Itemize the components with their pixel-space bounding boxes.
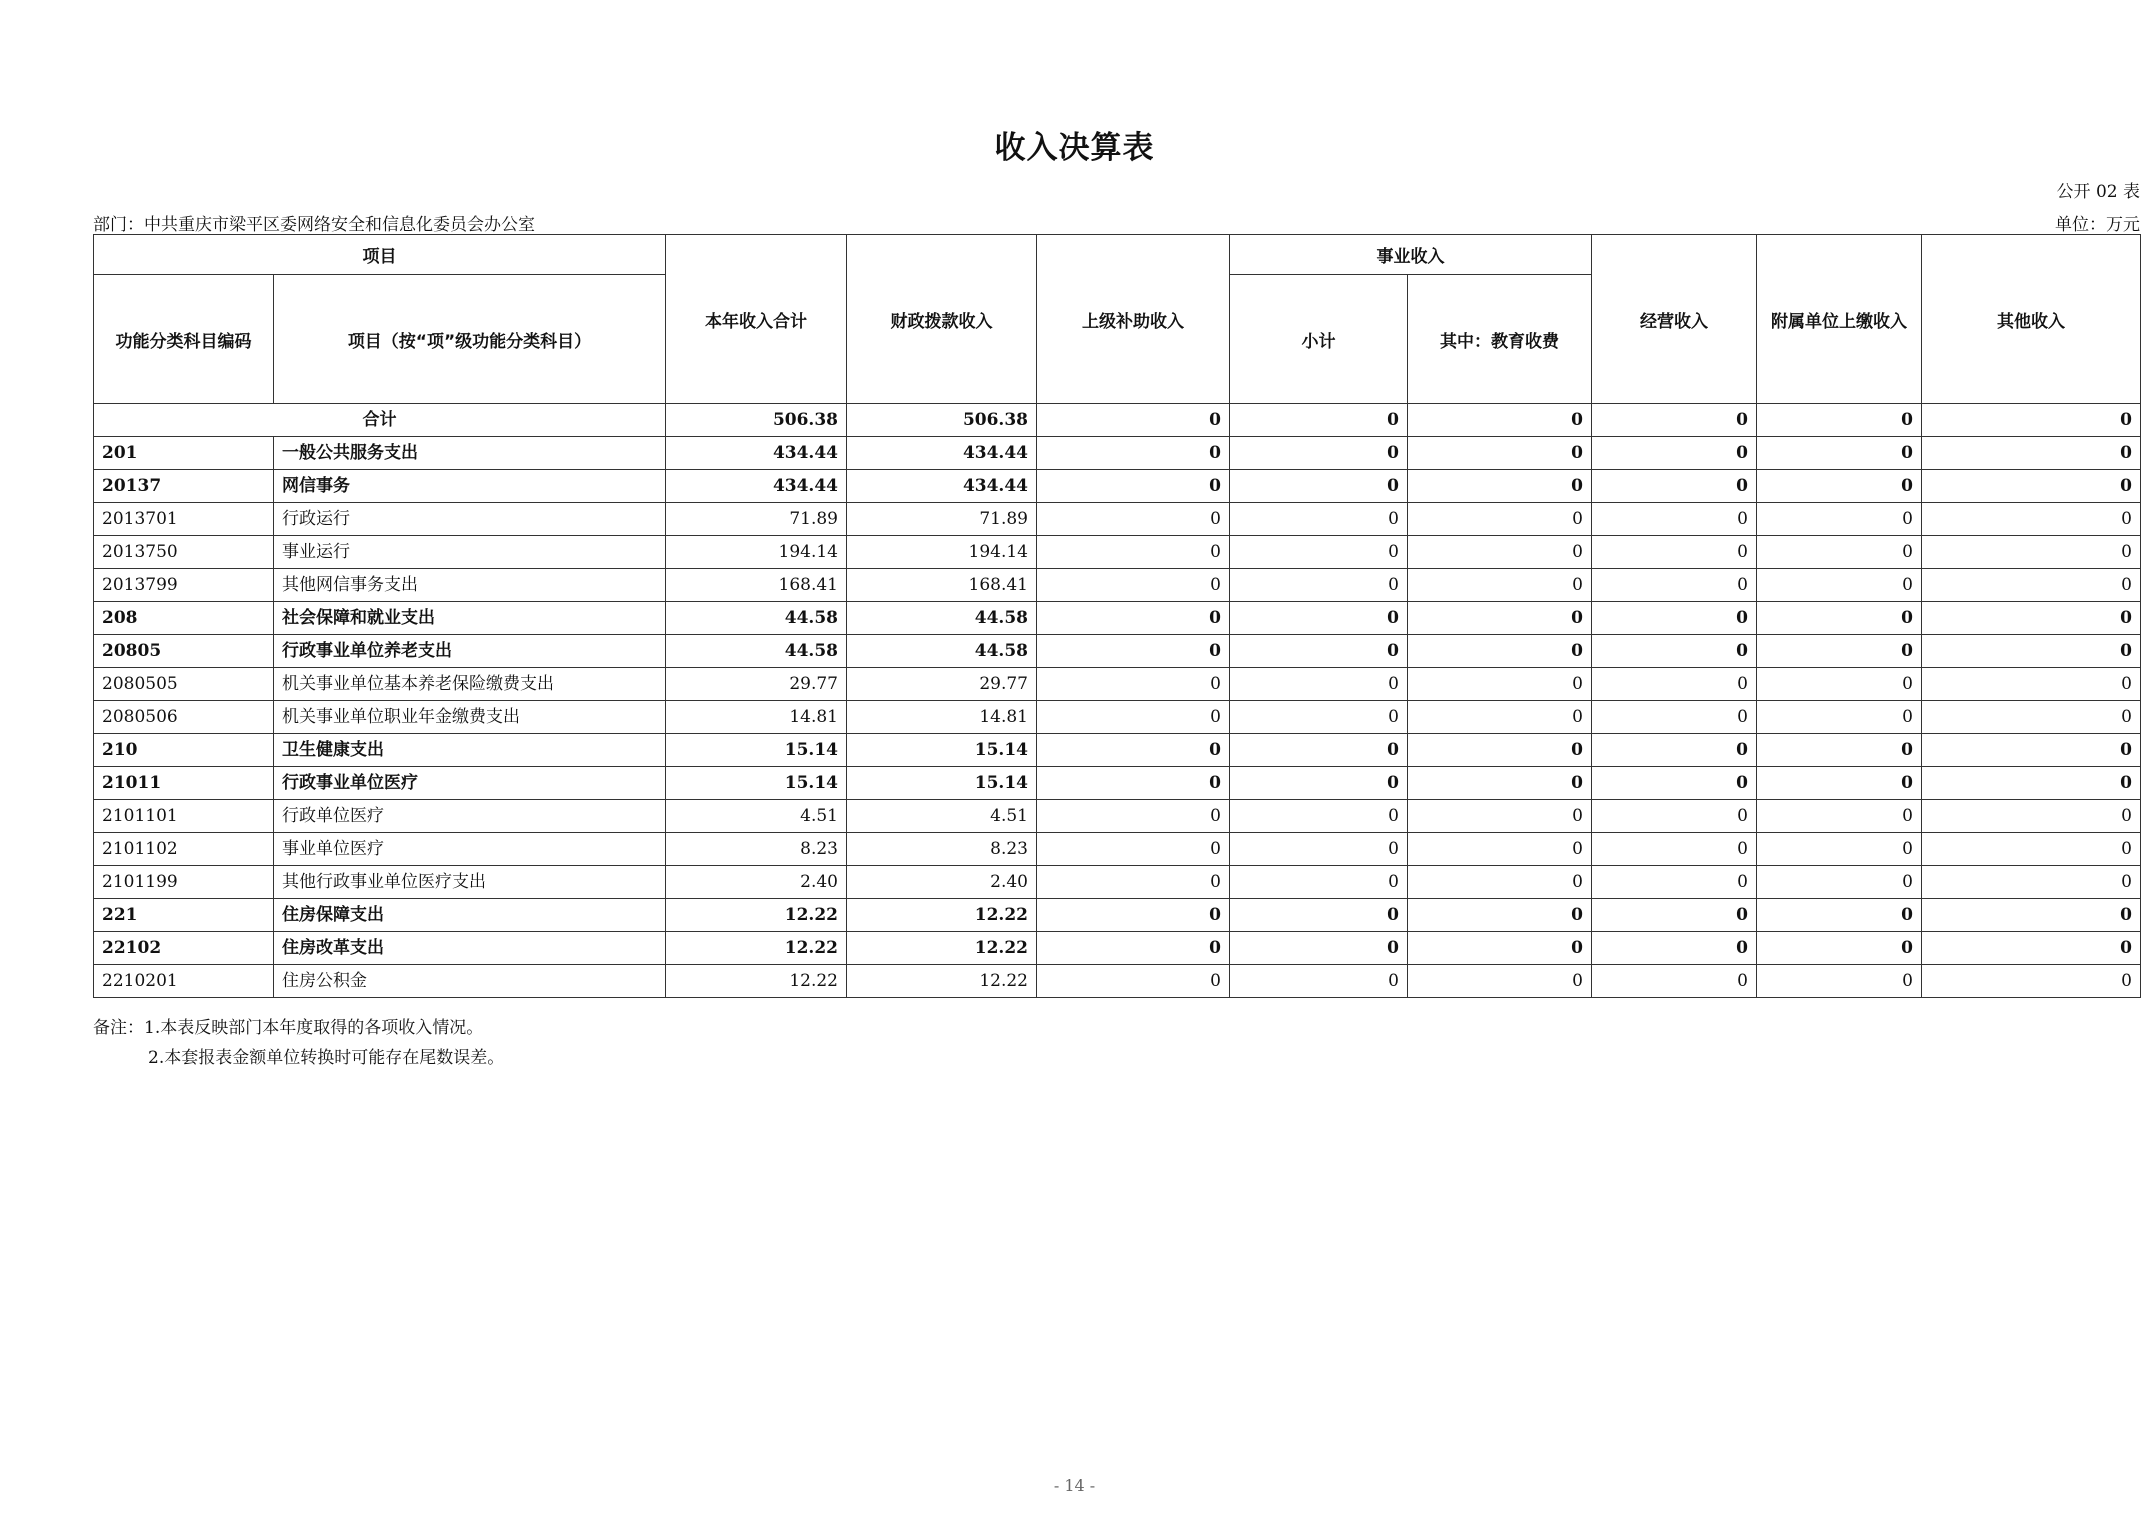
row-value: 0 [1408,470,1592,503]
row-value: 71.89 [666,503,847,536]
row-value: 15.14 [847,767,1037,800]
table-row [94,503,2141,536]
row-code: 2101199 [94,866,274,899]
row-value: 194.14 [666,536,847,569]
row-value: 2.40 [847,866,1037,899]
row-value: 0 [1592,899,1757,932]
row-value: 0 [1230,668,1408,701]
row-name: 住房改革支出 [274,932,666,965]
row-value: 194.14 [847,536,1037,569]
row-value: 0 [1408,866,1592,899]
row-value: 0 [1408,965,1592,998]
table-row [94,767,2141,800]
row-value: 0 [1922,668,2141,701]
row-value: 0 [1592,635,1757,668]
total-row [94,404,2141,437]
row-value: 0 [1408,932,1592,965]
row-value: 0 [1757,437,1922,470]
row-value: 8.23 [847,833,1037,866]
row-value: 0 [1230,767,1408,800]
row-name: 机关事业单位职业年金缴费支出 [274,701,666,734]
row-code: 2013799 [94,569,274,602]
row-value: 0 [1757,536,1922,569]
row-value: 14.81 [666,701,847,734]
row-value: 12.22 [666,899,847,932]
table-row [94,734,2141,767]
row-value: 0 [1230,899,1408,932]
table-row [94,701,2141,734]
row-value: 8.23 [666,833,847,866]
row-name: 住房公积金 [274,965,666,998]
row-value: 0 [1757,602,1922,635]
header-fiscal-income: 财政拨款收入 [847,235,1037,404]
row-value: 0 [1230,800,1408,833]
row-value: 0 [1230,965,1408,998]
row-value: 0 [1757,734,1922,767]
row-value: 0 [1592,569,1757,602]
row-value: 0 [1922,635,2141,668]
row-name: 行政事业单位医疗 [274,767,666,800]
row-value: 0 [1922,701,2141,734]
row-value: 0 [1230,503,1408,536]
row-value: 0 [1757,800,1922,833]
row-value: 0 [1922,569,2141,602]
row-value: 0 [1408,767,1592,800]
row-value: 434.44 [666,470,847,503]
table-row [94,470,2141,503]
total-value: 0 [1592,404,1757,437]
row-value: 0 [1037,536,1230,569]
row-value: 15.14 [847,734,1037,767]
department-label: 部门：中共重庆市梁平区委网络安全和信息化委员会办公室 [93,215,535,235]
header-affiliated-income: 附属单位上缴收入 [1757,235,1922,404]
row-value: 0 [1757,668,1922,701]
header-project-group: 项目 [94,235,666,275]
row-value: 0 [1922,470,2141,503]
row-value: 0 [1592,734,1757,767]
row-value: 0 [1757,932,1922,965]
row-value: 0 [1408,800,1592,833]
row-value: 0 [1408,536,1592,569]
header-education-fee: 其中：教育收费 [1408,275,1592,404]
row-code: 210 [94,734,274,767]
row-value: 0 [1592,470,1757,503]
row-value: 0 [1592,965,1757,998]
row-value: 0 [1592,668,1757,701]
row-code: 201 [94,437,274,470]
table-row [94,866,2141,899]
row-value: 0 [1592,536,1757,569]
header-subtotal: 小计 [1230,275,1408,404]
row-value: 0 [1408,701,1592,734]
row-value: 4.51 [666,800,847,833]
row-value: 0 [1922,965,2141,998]
row-value: 44.58 [666,635,847,668]
row-value: 0 [1922,734,2141,767]
row-value: 0 [1592,437,1757,470]
row-value: 0 [1230,602,1408,635]
row-code: 208 [94,602,274,635]
row-value: 0 [1037,569,1230,602]
row-value: 0 [1037,800,1230,833]
total-value: 0 [1757,404,1922,437]
header-superior-subsidy: 上级补助收入 [1037,235,1230,404]
total-value: 506.38 [666,404,847,437]
row-name: 卫生健康支出 [274,734,666,767]
row-name: 事业单位医疗 [274,833,666,866]
row-code: 2080505 [94,668,274,701]
row-value: 0 [1757,701,1922,734]
table-row [94,536,2141,569]
row-value: 12.22 [847,899,1037,932]
row-value: 0 [1037,701,1230,734]
row-value: 0 [1037,503,1230,536]
row-name: 网信事务 [274,470,666,503]
row-name: 其他网信事务支出 [274,569,666,602]
row-value: 0 [1408,569,1592,602]
row-code: 221 [94,899,274,932]
row-code: 2101101 [94,800,274,833]
row-value: 0 [1037,668,1230,701]
row-value: 0 [1037,899,1230,932]
row-value: 0 [1037,965,1230,998]
table-number: 公开 02 表 [2056,182,2140,202]
row-code: 21011 [94,767,274,800]
row-name: 行政事业单位养老支出 [274,635,666,668]
table-row [94,437,2141,470]
row-code: 20137 [94,470,274,503]
row-value: 0 [1230,932,1408,965]
page-title: 收入决算表 [994,130,1155,166]
row-value: 0 [1408,503,1592,536]
row-value: 0 [1757,767,1922,800]
row-name: 其他行政事业单位医疗支出 [274,866,666,899]
row-name: 社会保障和就业支出 [274,602,666,635]
row-value: 0 [1408,833,1592,866]
row-value: 0 [1037,866,1230,899]
row-value: 434.44 [847,437,1037,470]
total-value: 0 [1037,404,1230,437]
row-value: 0 [1037,833,1230,866]
row-name: 机关事业单位基本养老保险缴费支出 [274,668,666,701]
row-value: 0 [1037,767,1230,800]
total-value: 0 [1230,404,1408,437]
row-value: 0 [1922,767,2141,800]
row-code: 2101102 [94,833,274,866]
header-other-income: 其他收入 [1922,235,2141,404]
row-value: 0 [1922,800,2141,833]
notes [93,1013,504,1073]
row-value: 0 [1230,734,1408,767]
note-line-2: 2.本套报表金额单位转换时可能存在尾数误差。 [148,1048,505,1068]
row-value: 12.22 [847,932,1037,965]
row-value: 29.77 [666,668,847,701]
total-label: 合计 [94,404,666,437]
table-row [94,899,2141,932]
table-row [94,932,2141,965]
table-row [94,602,2141,635]
row-value: 71.89 [847,503,1037,536]
row-value: 0 [1922,503,2141,536]
row-value: 0 [1408,437,1592,470]
row-value: 0 [1408,899,1592,932]
row-name: 住房保障支出 [274,899,666,932]
row-value: 0 [1408,602,1592,635]
row-value: 0 [1922,866,2141,899]
row-value: 0 [1757,635,1922,668]
row-value: 44.58 [847,635,1037,668]
row-value: 14.81 [847,701,1037,734]
row-value: 0 [1757,833,1922,866]
row-value: 0 [1230,866,1408,899]
row-value: 0 [1230,635,1408,668]
row-value: 0 [1592,503,1757,536]
row-value: 434.44 [847,470,1037,503]
table-row [94,965,2141,998]
row-value: 0 [1037,470,1230,503]
row-value: 0 [1757,569,1922,602]
row-value: 0 [1037,635,1230,668]
table-row [94,800,2141,833]
row-value: 12.22 [666,965,847,998]
row-value: 0 [1037,734,1230,767]
table-row [94,668,2141,701]
row-value: 0 [1230,437,1408,470]
row-code: 22102 [94,932,274,965]
row-value: 44.58 [666,602,847,635]
row-value: 0 [1592,767,1757,800]
table-row [94,635,2141,668]
row-value: 44.58 [847,602,1037,635]
total-value: 0 [1408,404,1592,437]
page-number: - 14 - [1053,1476,1096,1495]
row-value: 168.41 [666,569,847,602]
header-code: 功能分类科目编码 [94,275,274,404]
row-value: 0 [1922,602,2141,635]
row-value: 0 [1408,668,1592,701]
row-value: 0 [1757,899,1922,932]
row-value: 4.51 [847,800,1037,833]
row-value: 168.41 [847,569,1037,602]
row-value: 0 [1592,800,1757,833]
row-value: 0 [1922,899,2141,932]
header-career-income-group: 事业收入 [1230,235,1592,275]
header-total-income: 本年收入合计 [666,235,847,404]
row-value: 0 [1230,536,1408,569]
row-code: 2013701 [94,503,274,536]
row-code: 2013750 [94,536,274,569]
row-value: 12.22 [847,965,1037,998]
total-value: 506.38 [847,404,1037,437]
row-value: 0 [1757,866,1922,899]
row-value: 0 [1757,470,1922,503]
row-value: 0 [1757,965,1922,998]
table-row [94,833,2141,866]
row-name: 事业运行 [274,536,666,569]
row-value: 0 [1922,833,2141,866]
row-code: 2080506 [94,701,274,734]
row-value: 0 [1592,602,1757,635]
row-value: 0 [1592,833,1757,866]
row-value: 0 [1592,932,1757,965]
unit-label: 单位：万元 [2055,215,2140,235]
row-name: 一般公共服务支出 [274,437,666,470]
row-value: 15.14 [666,734,847,767]
row-code: 20805 [94,635,274,668]
row-value: 0 [1037,932,1230,965]
row-value: 0 [1592,701,1757,734]
row-value: 15.14 [666,767,847,800]
header-business-income: 经营收入 [1592,235,1757,404]
row-name: 行政运行 [274,503,666,536]
table-row [94,569,2141,602]
row-value: 0 [1230,833,1408,866]
row-value: 0 [1037,437,1230,470]
row-value: 0 [1037,602,1230,635]
row-value: 0 [1592,866,1757,899]
header-name: 项目（按“项”级功能分类科目） [274,275,666,404]
row-value: 0 [1757,503,1922,536]
row-value: 0 [1922,536,2141,569]
row-value: 0 [1408,734,1592,767]
row-value: 0 [1230,701,1408,734]
row-value: 0 [1230,470,1408,503]
row-value: 29.77 [847,668,1037,701]
income-table [93,234,2141,998]
row-value: 0 [1922,437,2141,470]
row-value: 2.40 [666,866,847,899]
note-line-1: 备注：1.本表反映部门本年度取得的各项收入情况。 [93,1018,484,1038]
row-name: 行政单位医疗 [274,800,666,833]
row-value: 434.44 [666,437,847,470]
row-value: 12.22 [666,932,847,965]
row-value: 0 [1408,635,1592,668]
row-code: 2210201 [94,965,274,998]
row-value: 0 [1922,932,2141,965]
row-value: 0 [1230,569,1408,602]
total-value: 0 [1922,404,2141,437]
